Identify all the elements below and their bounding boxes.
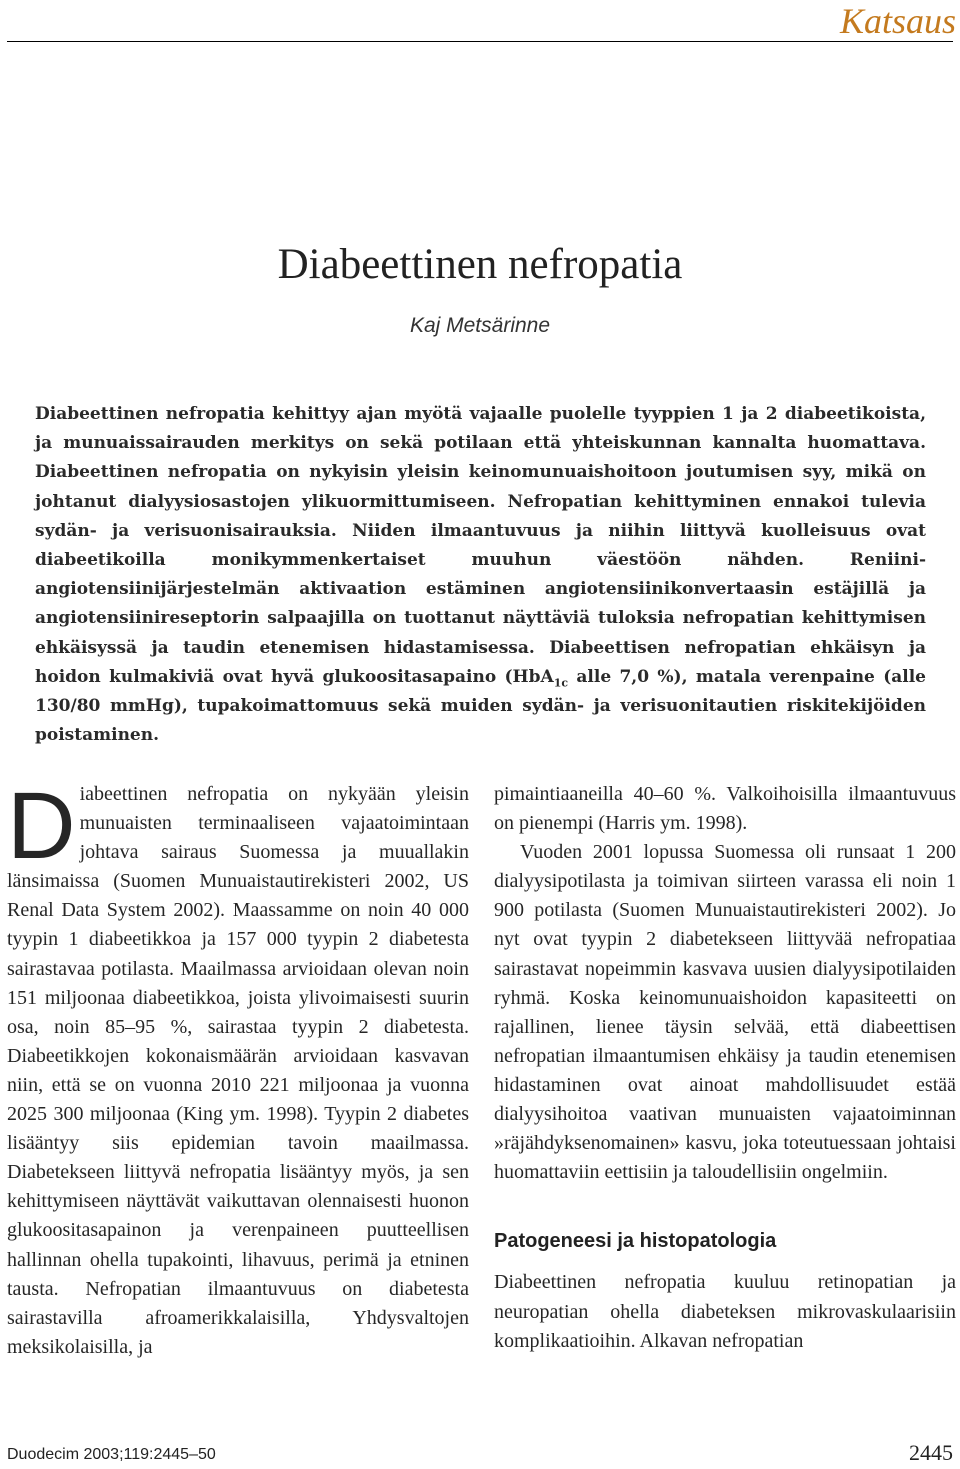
abstract bbox=[35, 400, 926, 750]
body-column-left bbox=[7, 773, 469, 1362]
article-author: Kaj Metsärinne bbox=[409, 314, 551, 337]
section-heading: Patogeneesi ja histopatologia bbox=[494, 1230, 777, 1253]
abstract-text: Diabeettinen nefropatia kehittyy ajan myötä vajaalle puolelle tyyppien 1 ja 2 diabeetikoista, ja munuaissairauden merkitys on sekä potilaan että yhteiskunnan kannalta huomattava. Diabeettinen nefropatia on nykyisin yleisin keinomunuaishoitoon joutumisen syy, mikä on johtanut dialyysiosastojen ylikuormittumiseen. Nefropatian kehittyminen ennakoi tulevia sydän- ja verisuonisairauksia. Niiden ilmaantuvuus ja niihin liittyvä kuolleisuus ovat diabeetikoilla monikymmenkertaiset muuhun väestöön nähden. Reniini-angiotensiinijärjestelmän aktivaation estäminen angiotensiinikonvertaasin estäjillä ja angiotensiinireseptorin salpaajilla on tuottanut näyttäviä tuloksia nefropatian kehittymisen ehkäisyssä ja taudin etenemisen hidastamisessa. Diabeettisen nefropatian ehkäisyn ja hoidon kulmakiviä ovat hyvä glukoositasapaino (HbA bbox=[35, 404, 926, 687]
section-label: Katsaus bbox=[839, 1, 956, 41]
header-rule bbox=[7, 41, 953, 42]
intro-text: iabeettinen nefropatia on nykyään yleisin munuaisten terminaaliseen vajaatoimintaan johtava sairaus Suomessa ja muuallakin länsimaissa (Suomen Munuaistautirekisteri 2002, US Renal Data System 2002). Maassamme on noin 40 000 tyypin 1 diabeetikkoa ja 157 000 tyypin 2 diabetesta sairastavaa potilasta. Maailmassa arvioidaan olevan noin 151 miljoonaa diabeetikkoa, joista ylivoimaisesti suurin osa, noin 85–95 %, sairastaa tyypin 2 diabetesta. Diabeetikkojen kokonaismäärän arvioidaan kasvavan niin, että se on vuonna 2010 221 miljoonaa ja vuonna 2025 300 miljoonaa (King ym. 1998). Tyypin 2 diabetes lisääntyy siis epidemian tavoin maailmassa. Diabetekseen liittyvä nefropatia lisääntyy myös, ja sen kehittymiseen näyttävät vaikuttavan olennaisesti huonon glukoositasapainon ja verenpaineen puutteellisen hallinnan ohella tupakointi, lihavuus, perimä ja etninen tausta. Nefropatian ilmaantuvuus on diabetesta sairastavilla afroamerikkalaisilla, Yhdysvaltojen meksikolaisilla, ja bbox=[7, 783, 469, 1358]
paragraph-pathogenesis: Diabeettinen nefropatia kuuluu retinopatian ja neuropatian ohella diabeteksen mikrovaskulaarisiin komplikaatioihin. Alkavan nefropatian bbox=[494, 1271, 956, 1352]
journal-citation: Duodecim 2003;119:2445–50 bbox=[7, 1446, 216, 1463]
paragraph-dialysis: Vuoden 2001 lopussa Suomessa oli runsaat 1 200 dialyysipotilasta ja toimivan siirteen varassa eli noin 1 900 potilasta (Suomen Munuaistautirekisteri 2002). Jo nyt ovat tyypin 2 diabetekseen liittyvää nefropatiaa sairastavat nopeimmin kasvava uusien dialyysipotilaiden ryhmä. Koska keinomunuaishoidon kapasiteetti on rajallinen, lienee täysin selvää, että diabeettisen nefropatian ilmaantumisen ehkäisy ja taudin etenemisen hidastaminen ovat ainoat mahdollisuudet estää dialyysihoitoa vaativan munuaisten vajaatoiminnan »räjähdyksenomainen» kasvu, joka toteutuessaan johtaisi huomattaviin eettisiin ja taloudellisiin ongelmiin. bbox=[494, 841, 956, 1184]
intro-paragraph bbox=[7, 773, 469, 1362]
hba1c-subscript: 1c bbox=[553, 676, 569, 690]
article-title: Diabeettinen nefropatia bbox=[277, 241, 683, 288]
paragraph-continued: pimaintiaaneilla 40–60 %. Valkoihoisilla ilmaantuvuus on pienempi (Harris ym. 1998). bbox=[494, 783, 956, 835]
page-number: 2445 bbox=[909, 1440, 953, 1465]
body-column-right bbox=[494, 780, 956, 1356]
drop-cap: D bbox=[7, 773, 76, 879]
abstract-text-end: alle 7,0 %), matala verenpaine (alle 130/80 mmHg), tupakoimattomuus sekä muiden sydän- ja verisuonitautien riskitekijöiden poistaminen. bbox=[35, 666, 926, 746]
